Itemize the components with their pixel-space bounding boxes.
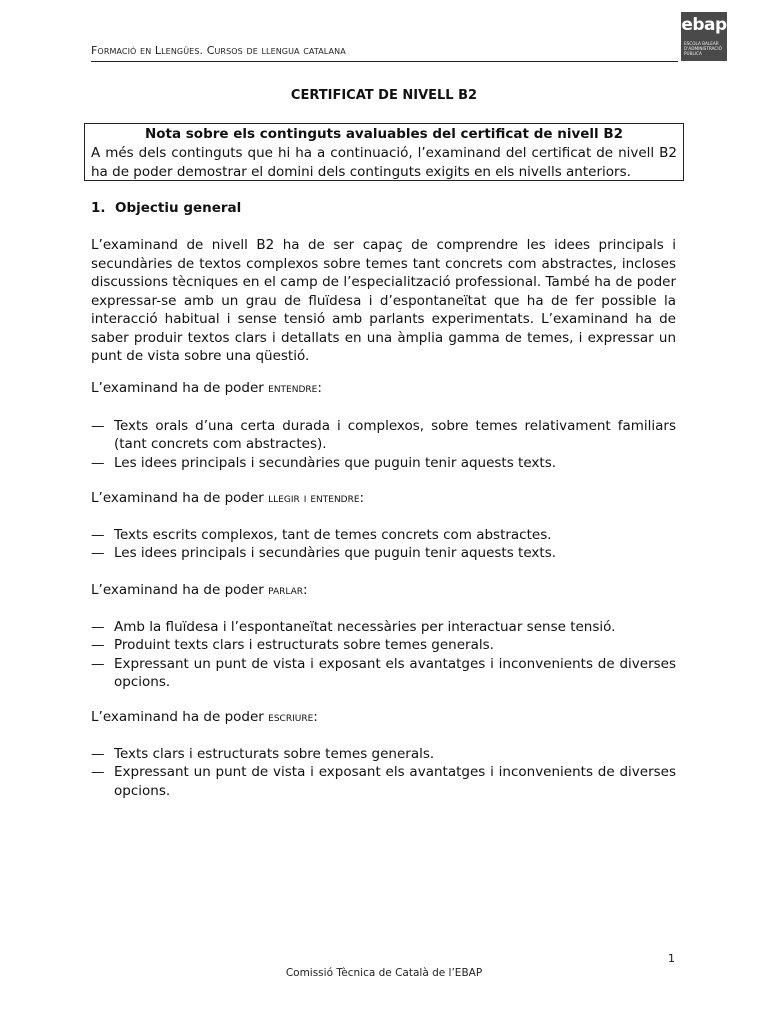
- bullet-dash: —: [91, 746, 105, 762]
- skill-intro-text: L’examinand ha de poder: [91, 582, 264, 598]
- general-objective-paragraph: L’examinand de nivell B2 ha de ser capaç de comprendre les idees principals i secundàries de textos complexos sobre temes tant concrets com abstractes, incloses discussions tècniques en el camp de l’especialització professional. També ha de poder expressar-se amb un grau de fluïdesa i d’espontaneïtat que ha de fer possible la interacció habitual i sense tensió amb parlants experimentats. L’examinand ha de saber produir textos clars i detallats en una àmplia gamma de temes, i expressar un punt de vista sobre una qüestió.: [91, 237, 676, 364]
- skill-list-entendre: [91, 417, 676, 472]
- list-item: [91, 417, 676, 454]
- ebap-logo: [681, 12, 727, 61]
- bullet-dash: —: [91, 764, 105, 781]
- bullet-dash: —: [91, 527, 105, 543]
- skill-name: parlar: [268, 582, 304, 597]
- skill-intro-escriure: [91, 709, 318, 725]
- list-item-text: Texts escrits complexos, tant de temes concrets com abstractes.: [114, 527, 552, 543]
- list-item-text: Les idees principals i secundàries que puguin tenir aquests texts.: [114, 545, 557, 562]
- skill-suffix: :: [359, 490, 365, 506]
- list-item: [91, 544, 676, 562]
- list-item-text: Expressant un punt de vista i exposant els avantatges i inconvenients de diverses opcions.: [114, 764, 676, 799]
- skill-suffix: :: [313, 709, 318, 725]
- page-footer: Comissió Tècnica de Català de l’EBAP: [285, 967, 483, 979]
- list-item-text: Les idees principals i secundàries que puguin tenir aquests texts.: [114, 454, 557, 471]
- note-box: [84, 123, 684, 181]
- list-item: [91, 655, 676, 692]
- skill-list-parlar: [91, 618, 676, 691]
- list-item-text: Produint texts clars i estructurats sobre temes generals.: [114, 637, 494, 654]
- header-rule: [91, 61, 678, 62]
- running-header: Formació en Llengües. Cursos de llengua catalana: [91, 44, 346, 57]
- skill-intro-text: L’examinand ha de poder: [91, 490, 264, 506]
- list-item: [91, 636, 676, 654]
- list-item: [91, 745, 676, 763]
- skill-intro-text: L’examinand ha de poder: [91, 380, 264, 396]
- skill-intro-entendre: [91, 380, 322, 396]
- document-title: CERTIFICAT DE NIVELL B2: [290, 88, 478, 103]
- bullet-dash: —: [91, 545, 105, 562]
- list-item-text: Texts clars i estructurats sobre temes generals.: [114, 746, 435, 762]
- skill-list-llegir: [91, 526, 676, 563]
- page-number: 1: [668, 952, 675, 965]
- logo-subtext: ESCOLA BALEAR D'ADMINISTRACIÓ PÚBLICA: [684, 41, 722, 56]
- bullet-dash: —: [91, 454, 105, 471]
- skill-list-escriure: [91, 745, 676, 800]
- list-item: [91, 454, 676, 472]
- section-title: Objectiu general: [115, 200, 242, 216]
- skill-intro-parlar: [91, 582, 308, 598]
- logo-wordmark: ebap: [681, 15, 727, 35]
- skill-intro-llegir: [91, 490, 364, 506]
- bullet-dash: —: [91, 418, 105, 434]
- list-item-text: Expressant un punt de vista i exposant els avantatges i inconvenients de diverses opcions.: [114, 655, 676, 690]
- note-title: Nota sobre els continguts avaluables del certificat de nivell B2: [144, 126, 624, 142]
- list-item: [91, 526, 676, 544]
- list-item: [91, 763, 676, 800]
- skill-name: llegir i entendre: [268, 490, 360, 505]
- list-item-text: Texts orals d’una certa durada i complexos, sobre temes relativament familiars (tant concrets com abstractes).: [114, 418, 676, 453]
- section-heading: [91, 200, 241, 216]
- skill-suffix: :: [303, 582, 308, 598]
- list-item: [91, 618, 676, 636]
- bullet-dash: —: [91, 637, 105, 654]
- bullet-dash: —: [91, 655, 105, 672]
- skill-suffix: :: [317, 380, 322, 396]
- skill-intro-text: L’examinand ha de poder: [91, 709, 264, 725]
- section-number: 1.: [91, 200, 106, 216]
- skill-name: escriure: [268, 709, 314, 724]
- list-item-text: Amb la fluïdesa i l’espontaneïtat necessàries per interactuar sense tensió.: [114, 619, 616, 635]
- note-body: A més dels continguts que hi ha a continuació, l’examinand del certificat de nivell B2 ha de poder demostrar el domini dels continguts exigits en els nivells anteriors.: [91, 145, 677, 180]
- skill-name: entendre: [268, 380, 318, 395]
- bullet-dash: —: [91, 619, 105, 635]
